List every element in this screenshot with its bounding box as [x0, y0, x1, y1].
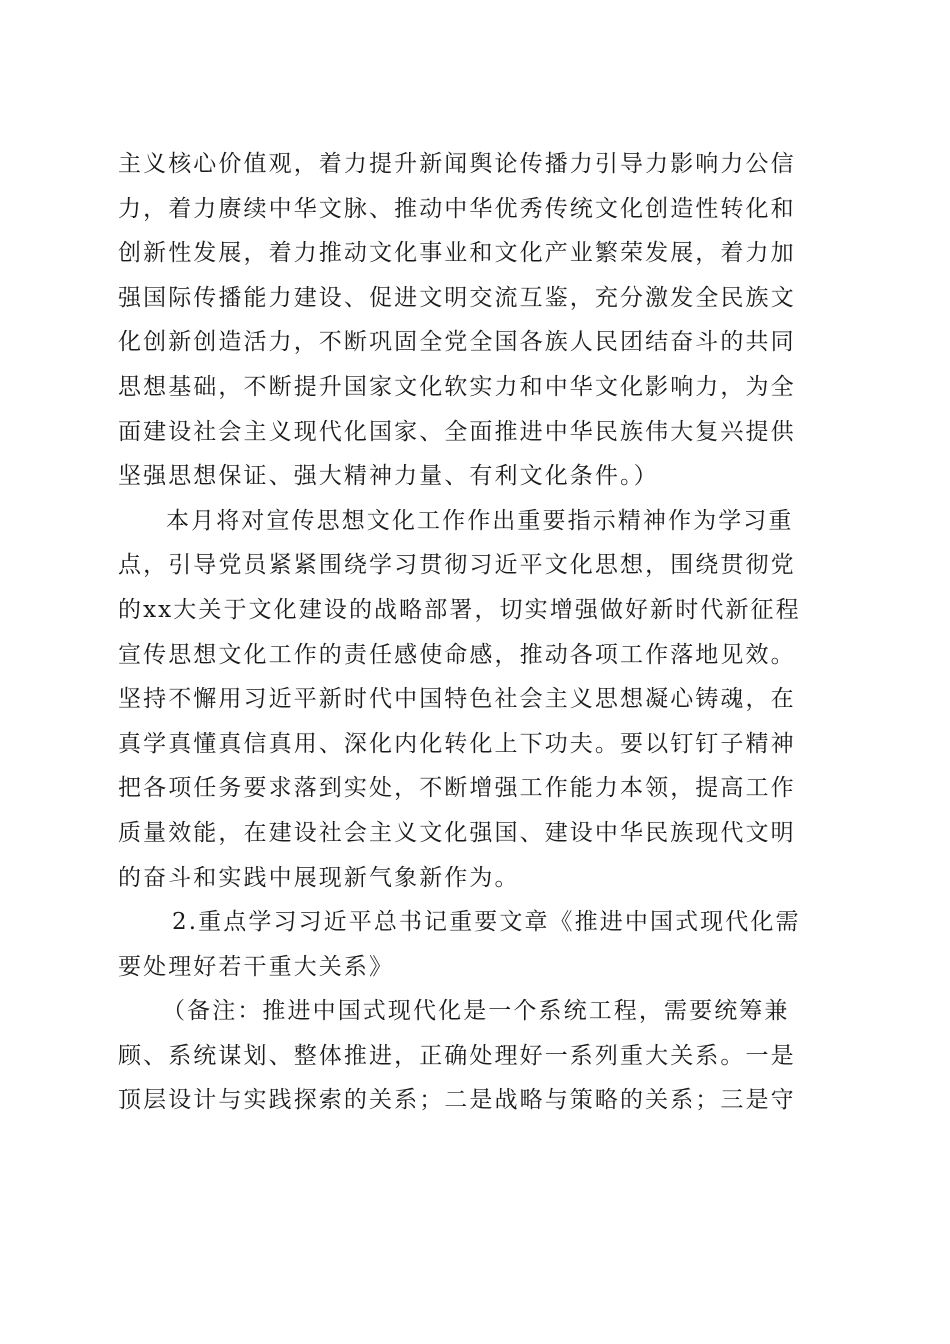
note-line: （备注：推进中国式现代化是一个系统工程，需要统筹兼 — [162, 998, 790, 1025]
paragraph-1-line: 强国际传播能力建设、促进文明交流互鉴，充分激发全民族文 — [118, 284, 796, 311]
paragraph-1-line: 创新性发展，着力推动文化事业和文化产业繁荣发展，着力加 — [118, 240, 796, 267]
note-line: 顾、系统谋划、整体推进，正确处理好一系列重大关系。一是 — [118, 1042, 796, 1069]
paragraph-2-line: 点，引导党员紧紧围绕学习贯彻习近平文化思想，围绕贯彻党 — [118, 552, 796, 579]
section-heading-line: 2.重点学习习近平总书记重要文章《推进中国式现代化需 — [172, 909, 801, 936]
paragraph-2-line: 把各项任务要求落到实处，不断增强工作能力本领，提高工作 — [118, 775, 796, 802]
paragraph-2-line: 的xx大关于文化建设的战略部署，切实增强做好新时代新征程 — [118, 596, 801, 623]
paragraph-2-line: 的奋斗和实践中展现新气象新作为。 — [118, 864, 520, 891]
section-heading-line: 要处理好若干重大关系》 — [118, 953, 395, 980]
paragraph-1-line: 坚强思想保证、强大精神力量、有利文化条件。） — [118, 463, 659, 490]
paragraph-2-line: 真学真懂真信真用、深化内化转化上下功夫。要以钉钉子精神 — [118, 730, 796, 757]
paragraph-1-line: 思想基础，不断提升国家文化软实力和中华文化影响力，为全 — [118, 373, 796, 400]
paragraph-1-line: 力，着力赓续中华文脉、推动中华优秀传统文化创造性转化和 — [118, 195, 796, 222]
paragraph-2-line: 宣传思想文化工作的责任感使命感，推动各项工作落地见效。 — [118, 641, 796, 668]
paragraph-2-line: 本月将对宣传思想文化工作作出重要指示精神作为学习重 — [166, 507, 794, 534]
paragraph-1-line: 面建设社会主义现代化国家、全面推进中华民族伟大复兴提供 — [118, 418, 796, 445]
paragraph-1-line: 化创新创造活力，不断巩固全党全国各族人民团结奋斗的共同 — [118, 329, 796, 356]
paragraph-1-line: 主义核心价值观，着力提升新闻舆论传播力引导力影响力公信 — [118, 151, 796, 177]
paragraph-2-line: 质量效能，在建设社会主义文化强国、建设中华民族现代文明 — [118, 819, 796, 846]
document-body — [118, 142, 830, 1123]
paragraph-2-line: 坚持不懈用习近平新时代中国特色社会主义思想凝心铸魂，在 — [118, 686, 796, 713]
note-line: 顶层设计与实践探索的关系；二是战略与策略的关系；三是守 — [118, 1087, 796, 1114]
